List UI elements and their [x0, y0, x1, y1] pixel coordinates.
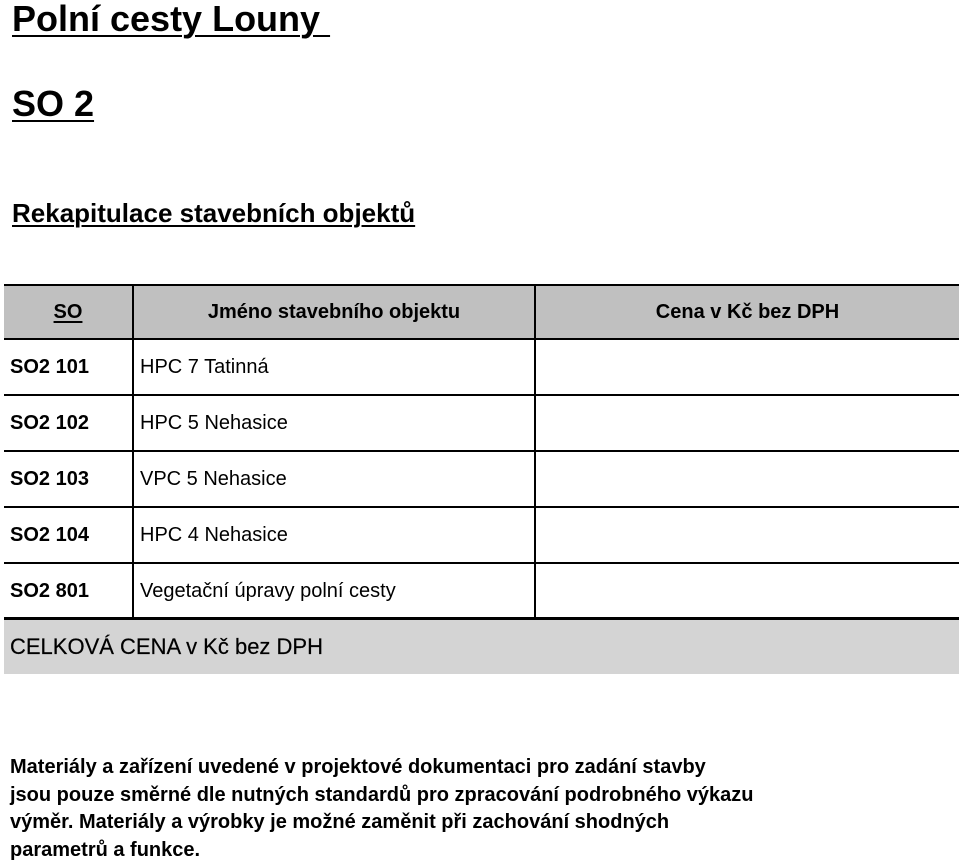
row-price — [536, 508, 959, 562]
row-so: SO2 801 — [4, 564, 134, 617]
row-so: SO2 102 — [4, 396, 134, 450]
recap-table — [4, 284, 959, 674]
note-line: Materiály a zařízení uvedené v projektové dokumentaci pro zadání stavby — [10, 754, 950, 782]
total-price-label: CELKOVÁ CENA v Kč bez DPH — [10, 635, 323, 659]
table-header-row — [4, 284, 959, 340]
note-line: jsou pouze směrné dle nutných standardů pro zpracování podrobného výkazu — [10, 782, 950, 810]
row-name: VPC 5 Nehasice — [134, 452, 536, 506]
table-row — [4, 508, 959, 564]
section-heading: Rekapitulace stavebních objektů — [12, 198, 415, 228]
table-row — [4, 340, 959, 396]
row-name: Vegetační úpravy polní cesty — [134, 564, 536, 617]
row-price — [536, 452, 959, 506]
row-so: SO2 103 — [4, 452, 134, 506]
row-so: SO2 101 — [4, 340, 134, 394]
header-price: Cena v Kč bez DPH — [536, 286, 959, 338]
note-line: výměr. Materiály a výrobky je možné zaměnit při zachování shodných — [10, 809, 950, 837]
row-name: HPC 7 Tatinná — [134, 340, 536, 394]
header-name: Jméno stavebního objektu — [134, 286, 536, 338]
row-price — [536, 340, 959, 394]
header-so: SO — [4, 286, 134, 338]
row-name: HPC 4 Nehasice — [134, 508, 536, 562]
row-price — [536, 396, 959, 450]
total-price-row — [4, 620, 959, 674]
table-row — [4, 396, 959, 452]
row-price — [536, 564, 959, 617]
note-line: parametrů a funkce. — [10, 837, 950, 864]
row-so: SO2 104 — [4, 508, 134, 562]
row-name: HPC 5 Nehasice — [134, 396, 536, 450]
document-subtitle: SO 2 — [12, 84, 94, 124]
table-row — [4, 452, 959, 508]
materials-note — [10, 754, 950, 864]
table-row — [4, 564, 959, 620]
document-title: Polní cesty Louny — [12, 0, 330, 38]
